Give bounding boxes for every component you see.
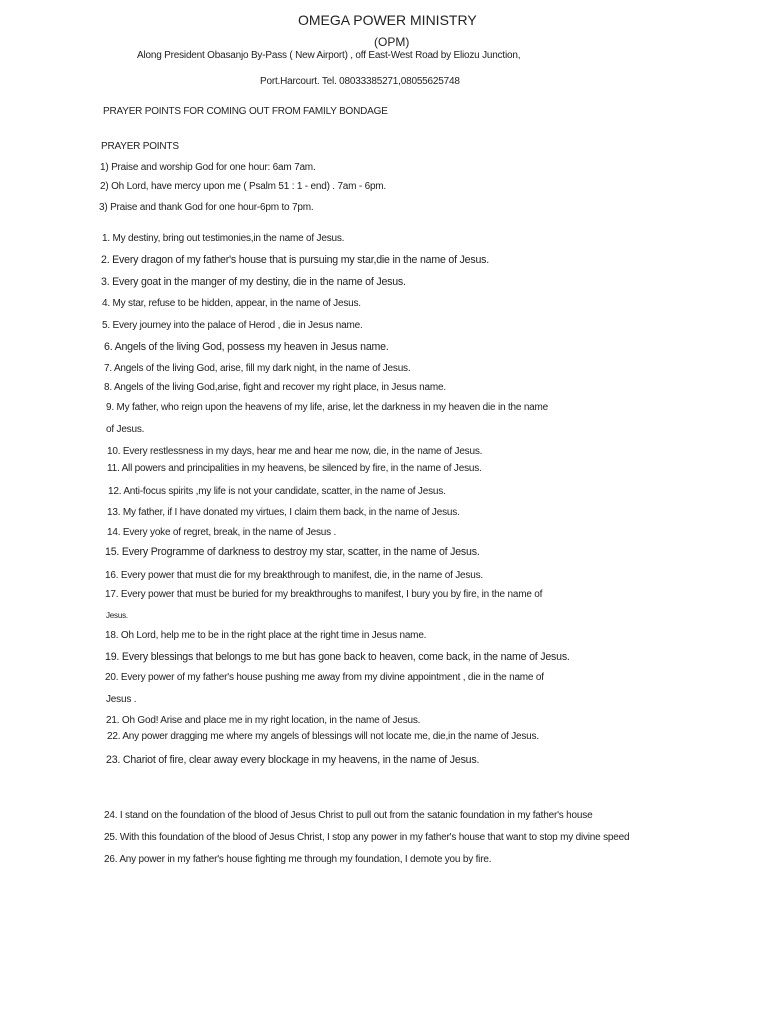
prayer-point-continuation: Jesus. [106, 611, 128, 620]
ministry-title: OMEGA POWER MINISTRY [298, 12, 477, 28]
prayer-point: 18. Oh Lord, help me to be in the right place at the right time in Jesus name. [105, 630, 427, 641]
prayer-point: 20. Every power of my father's house pushing me away from my divine appointment , die in the name of [105, 672, 544, 683]
prayer-point: 1. My destiny, bring out testimonies,in the name of Jesus. [102, 233, 345, 244]
prayer-point: 9. My father, who reign upon the heavens of my life, arise, let the darkness in my heaven die in the name [106, 402, 549, 413]
schedule-item: 1) Praise and worship God for one hour: 6am 7am. [100, 162, 316, 173]
schedule-item: 2) Oh Lord, have mercy upon me ( Psalm 51 : 1 - end) . 7am - 6pm. [100, 181, 387, 192]
prayer-point: 21. Oh God! Arise and place me in my right location, in the name of Jesus. [106, 715, 421, 726]
section-label: PRAYER POINTS [101, 141, 179, 152]
prayer-point: 22. Any power dragging me where my angels of blessings will not locate me, die,in the name of Jesus. [107, 731, 539, 742]
prayer-point: 17. Every power that must be buried for my breakthroughs to manifest, I bury you by fire, in the name of [105, 589, 543, 600]
prayer-point: 15. Every Programme of darkness to destroy my star, scatter, in the name of Jesus. [105, 546, 480, 558]
prayer-point: 10. Every restlessness in my days, hear me and hear me now, die, in the name of Jesus. [107, 446, 483, 457]
ministry-abbreviation: (OPM) [374, 35, 410, 49]
prayer-point: 2. Every dragon of my father's house that is pursuing my star,die in the name of Jesus. [101, 254, 489, 266]
prayer-point: 24. I stand on the foundation of the blood of Jesus Christ to pull out from the satanic foundation in my father's house [104, 810, 593, 821]
prayer-point: 25. With this foundation of the blood of Jesus Christ, I stop any power in my father's house that want to stop my divine speed [104, 832, 630, 843]
prayer-point: 14. Every yoke of regret, break, in the name of Jesus . [107, 527, 337, 538]
prayer-point: 26. Any power in my father's house fighting me through my foundation, I demote you by fire. [104, 854, 492, 865]
prayer-point: 6. Angels of the living God, possess my heaven in Jesus name. [104, 341, 389, 353]
prayer-point: 23. Chariot of fire, clear away every blockage in my heavens, in the name of Jesus. [106, 754, 480, 766]
prayer-point: 13. My father, if I have donated my virtues, I claim them back, in the name of Jesus. [107, 507, 460, 518]
ministry-contact: Port.Harcourt. Tel. 08033385271,08055625748 [260, 76, 460, 87]
prayer-point: 5. Every journey into the palace of Herod , die in Jesus name. [102, 320, 363, 331]
prayer-point: 4. My star, refuse to be hidden, appear, in the name of Jesus. [102, 298, 361, 309]
prayer-point: 7. Angels of the living God, arise, fill my dark night, in the name of Jesus. [104, 363, 411, 374]
prayer-point: 3. Every goat in the manger of my destiny, die in the name of Jesus. [101, 276, 406, 288]
prayer-point: 16. Every power that must die for my breakthrough to manifest, die, in the name of Jesus. [105, 570, 483, 581]
schedule-item: 3) Praise and thank God for one hour-6pm to 7pm. [99, 202, 314, 213]
document-heading: PRAYER POINTS FOR COMING OUT FROM FAMILY BONDAGE [103, 106, 388, 117]
prayer-point: 11. All powers and principalities in my heavens, be silenced by fire, in the name of Jesus. [107, 463, 482, 474]
prayer-point: 19. Every blessings that belongs to me but has gone back to heaven, come back, in the name of Jesus. [105, 651, 570, 663]
prayer-point-continuation: Jesus . [106, 694, 137, 705]
prayer-point: 12. Anti-focus spirits ,my life is not your candidate, scatter, in the name of Jesus. [108, 486, 446, 497]
ministry-address: Along President Obasanjo By-Pass ( New Airport) , off East-West Road by Eliozu Junction, [137, 50, 521, 61]
prayer-point: 8. Angels of the living God,arise, fight and recover my right place, in Jesus name. [104, 382, 446, 393]
prayer-point-continuation: of Jesus. [106, 424, 145, 435]
